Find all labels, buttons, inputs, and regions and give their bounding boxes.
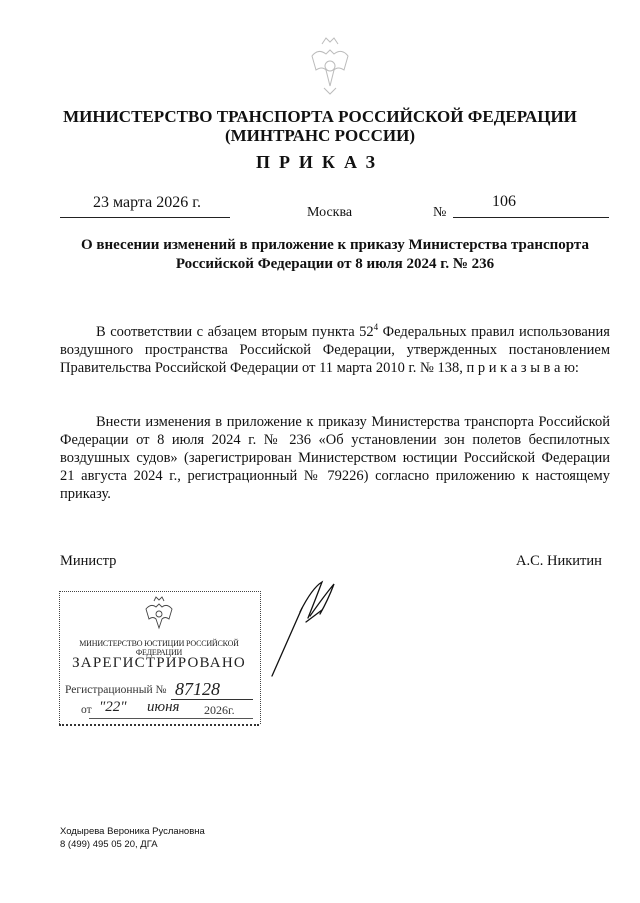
preamble-paragraph bbox=[60, 323, 610, 377]
stamp-reg-number-label: Регистрационный № bbox=[65, 684, 167, 696]
stamp-month: июня bbox=[147, 699, 180, 715]
stamp-date-underline bbox=[89, 718, 253, 719]
document-type: ПРИКАЗ bbox=[255, 152, 385, 172]
number-sign: № bbox=[433, 205, 447, 220]
subject-line-1: О внесении изменений в приложение к приказу Министерства транспорта bbox=[81, 237, 589, 253]
stamp-reg-number: 87128 bbox=[175, 679, 220, 699]
ministry-name: МИНИСТЕРСТВО ТРАНСПОРТА РОССИЙСКОЙ ФЕДЕРАЦИИ bbox=[63, 107, 577, 126]
registration-stamp bbox=[59, 591, 259, 725]
stamp-organization: МИНИСТЕРСТВО ЮСТИЦИИ РОССИЙСКОЙ ФЕДЕРАЦИИ bbox=[79, 639, 239, 657]
stamp-registered-title: ЗАРЕГИСТРИРОВАНО bbox=[72, 655, 246, 671]
stamp-day: "22" bbox=[99, 699, 127, 715]
order-number: 106 bbox=[492, 193, 516, 210]
executor-name: Ходырева Вероника Руслановна bbox=[60, 826, 205, 837]
order-date: 23 марта 2026 г. bbox=[93, 194, 201, 211]
signatory-name: А.С. Никитин bbox=[516, 553, 602, 569]
stamp-year: 2026г. bbox=[204, 703, 235, 717]
stamp-emblem-icon bbox=[142, 595, 176, 631]
preamble-text-end: Федеральных правил использования воздушного пространства Российской Федерации, утвержденных постановлением Правительства Российской Федерации от 11 марта 2010 г. № 138, п р и к а з ы в а ю: bbox=[60, 324, 610, 376]
subject-line-2: Российской Федерации от 8 июля 2024 г. № 236 bbox=[175, 256, 495, 272]
ministry-short-name: (МИНТРАНС РОССИИ) bbox=[224, 126, 416, 145]
stamp-number-underline bbox=[171, 699, 253, 700]
executor-phone: 8 (499) 495 05 20, ДГА bbox=[60, 839, 158, 850]
coat-of-arms-emblem bbox=[300, 30, 360, 100]
handwritten-signature bbox=[262, 578, 358, 678]
number-underline bbox=[453, 217, 609, 218]
order-paragraph: Внести изменения в приложение к приказу Министерства транспорта Российской Федерации от 8 июля 2024 г. № 236 «Об установлении зон полетов беспилотных воздушных судов» (зарегистрирован Министерством юстиции Российской Федерации 21 августа 2024 г., регистрационный № 79226) согласно приложению к настоящему приказу. bbox=[60, 414, 610, 502]
preamble-text-start: В соответствии с абзацем вторым пункта 52 bbox=[96, 324, 374, 340]
stamp-bottom-border bbox=[59, 724, 259, 726]
order-subject bbox=[60, 236, 610, 274]
signatory-role: Министр bbox=[60, 553, 117, 569]
date-underline bbox=[60, 217, 230, 218]
order-city: Москва bbox=[307, 205, 353, 220]
footnote-superscript: 4 bbox=[373, 322, 379, 333]
stamp-from-label: от bbox=[81, 704, 92, 716]
